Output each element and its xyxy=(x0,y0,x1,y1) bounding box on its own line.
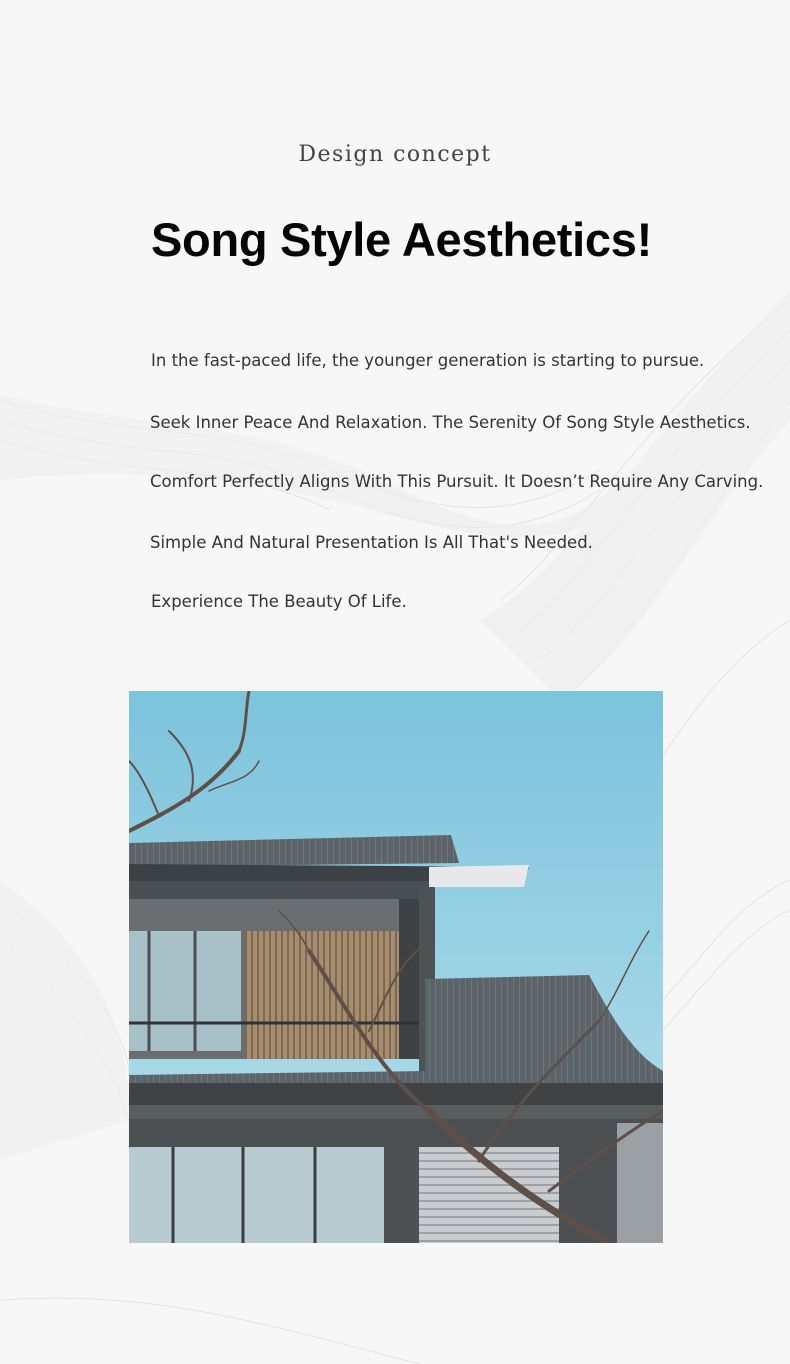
body-line-2: Seek Inner Peace And Relaxation. The Serenity Of Song Style Aesthetics. xyxy=(150,413,751,432)
body-line-5: Experience The Beauty Of Life. xyxy=(151,592,407,611)
section-eyebrow: Design concept xyxy=(298,142,492,167)
body-line-4: Simple And Natural Presentation Is All That's Needed. xyxy=(150,533,593,552)
body-line-3: Comfort Perfectly Aligns With This Pursuit. It Doesn’t Require Any Carving. xyxy=(150,472,764,491)
body-line-1: In the fast-paced life, the younger generation is starting to pursue. xyxy=(151,351,705,370)
house-photo xyxy=(129,691,663,1243)
page-title: Song Style Aesthetics! xyxy=(151,213,652,266)
